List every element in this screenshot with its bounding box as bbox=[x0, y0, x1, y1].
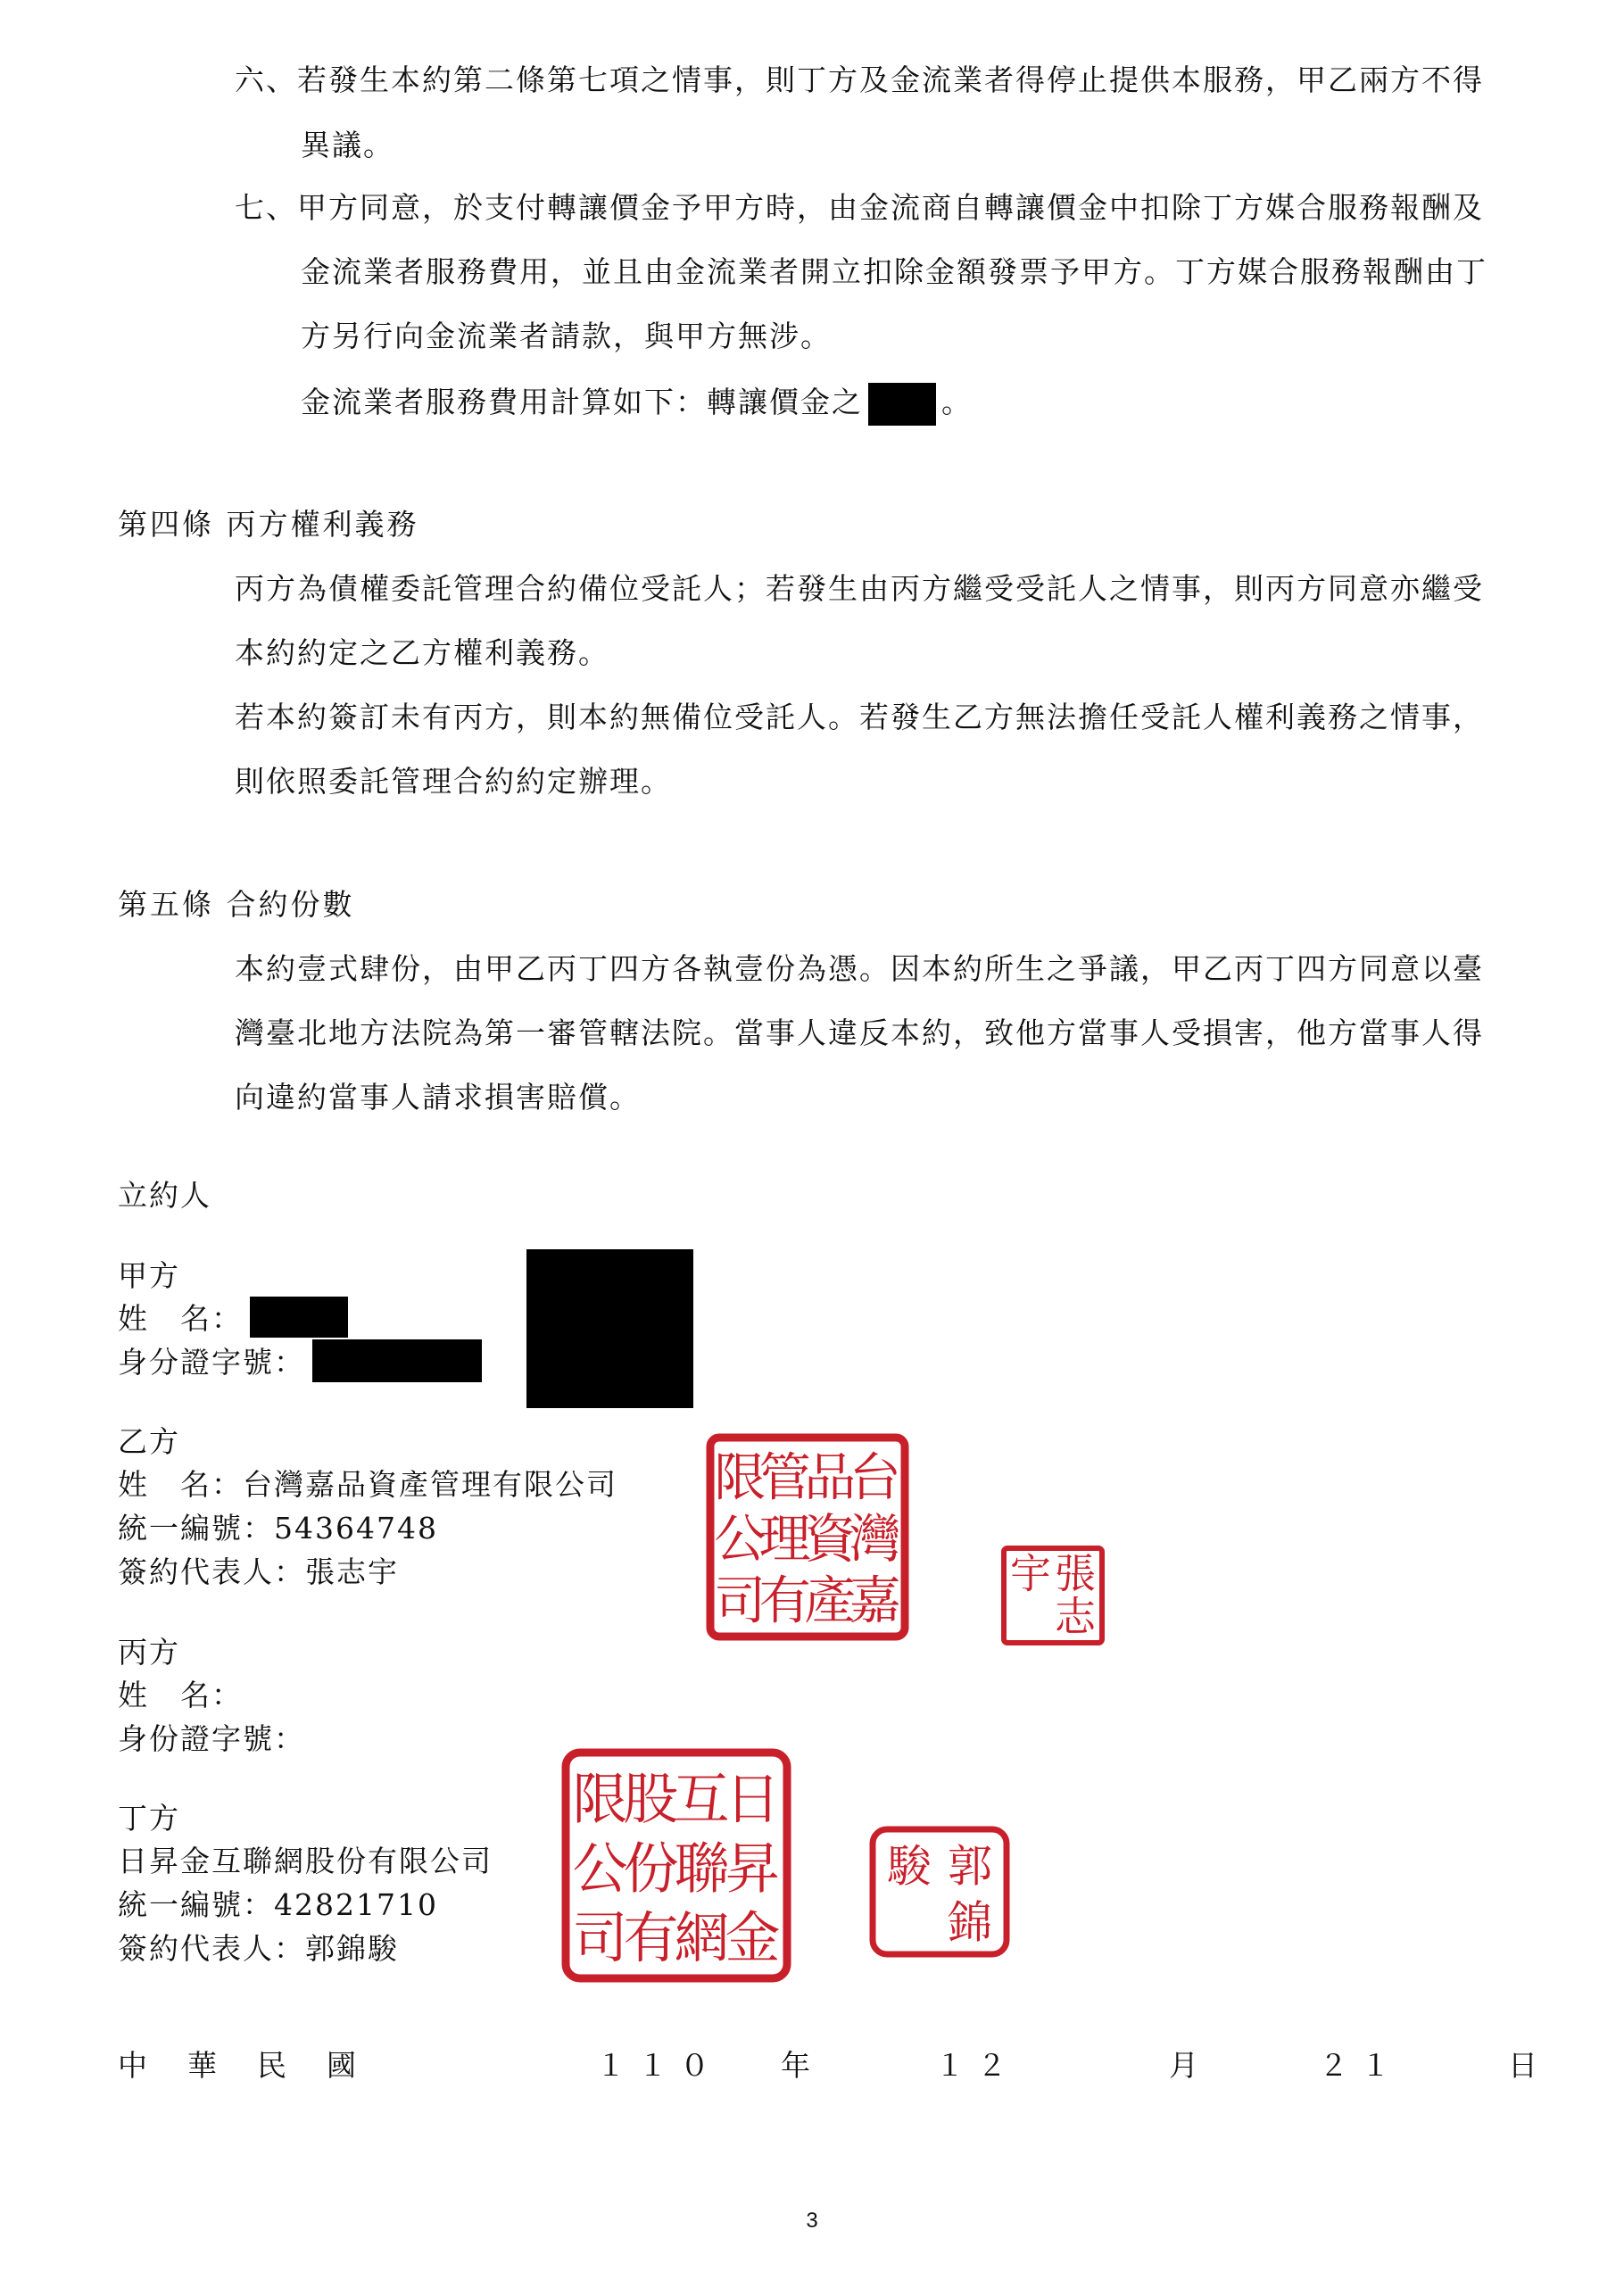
seal-glyph: 網 bbox=[674, 1905, 730, 1971]
date-year-unit: 年 bbox=[781, 2048, 810, 2083]
seal-glyph: 公 bbox=[714, 1508, 766, 1570]
clause5-line2: 灣臺北地方法院為第一審管轄法院。當事人違反本約，致他方當事人受損害，他方當事人得 bbox=[235, 1015, 1484, 1050]
seal-glyph: 宇 bbox=[1010, 1549, 1051, 1598]
clause4-p2-line2: 則依照委託管理合約約定辦理。 bbox=[235, 764, 672, 799]
fee-text-prefix: 金流業者服務費用計算如下：轉讓價金之 bbox=[301, 385, 863, 419]
date-month: １２ bbox=[935, 2048, 1019, 2083]
seal-glyph: 張 bbox=[1055, 1549, 1096, 1598]
clause5-heading: 第五條 合約份數 bbox=[118, 887, 355, 922]
party-b-name: 姓 名：台灣嘉品資產管理有限公司 bbox=[118, 1467, 617, 1502]
seal-glyph: 駿 bbox=[887, 1840, 932, 1893]
seal-glyph: 限 bbox=[714, 1446, 766, 1508]
party-a-name-redaction bbox=[250, 1297, 348, 1338]
seal-glyph: 昇 bbox=[725, 1836, 781, 1902]
party-d-tax-id: 統一編號：42821710 bbox=[118, 1887, 438, 1922]
party-d-company-seal bbox=[560, 1747, 792, 1984]
clause3-item7-line4 bbox=[301, 383, 973, 426]
party-b-label: 乙方 bbox=[118, 1424, 180, 1459]
clause3-item6-line2: 異議。 bbox=[301, 128, 394, 162]
clause3-item7-line3: 方另行向金流業者請款，與甲方無涉。 bbox=[301, 319, 832, 353]
seal-glyph: 品 bbox=[804, 1446, 857, 1508]
party-d-company: 日昇金互聯網股份有限公司 bbox=[118, 1844, 493, 1878]
date-month-unit: 月 bbox=[1169, 2048, 1198, 2083]
party-c-id-label: 身份證字號： bbox=[118, 1721, 305, 1756]
clause3-item7-line1: 七、甲方同意，於支付轉讓價金予甲方時，由金流商自轉讓價金中扣除丁方媒合服務報酬及 bbox=[235, 190, 1484, 225]
fee-redaction bbox=[868, 383, 936, 426]
seal-glyph: 互 bbox=[674, 1766, 730, 1832]
date-era: 中 華 民 國 bbox=[118, 2048, 361, 2083]
date-day-unit: 日 bbox=[1508, 2048, 1537, 2083]
party-d-label: 丁方 bbox=[118, 1801, 180, 1836]
seal-glyph: 嘉 bbox=[849, 1570, 901, 1631]
seal-glyph: 志 bbox=[1055, 1592, 1096, 1641]
clause5-line3: 向違約當事人請求損害賠償。 bbox=[235, 1080, 641, 1115]
party-d-rep-seal bbox=[868, 1825, 1011, 1959]
party-b-representative: 簽約代表人：張志宇 bbox=[118, 1554, 399, 1589]
clause3-item6-line1: 六、若發生本約第二條第七項之情事，則丁方及金流業者得停止提供本服務，甲乙兩方不得 bbox=[235, 62, 1484, 97]
seal-glyph: 限 bbox=[572, 1766, 628, 1832]
party-c-name-label: 姓 名： bbox=[118, 1678, 243, 1712]
seal-glyph: 有 bbox=[623, 1905, 679, 1971]
seal-glyph: 灣 bbox=[849, 1508, 901, 1570]
party-a-id-label: 身分證字號： bbox=[118, 1345, 305, 1380]
date-day: ２１ bbox=[1319, 2048, 1403, 2083]
seal-glyph: 份 bbox=[623, 1836, 679, 1902]
party-d-representative: 簽約代表人：郭錦駿 bbox=[118, 1931, 399, 1966]
seal-glyph: 產 bbox=[804, 1570, 857, 1631]
clause4-p1-line1: 丙方為債權委託管理合約備位受託人；若發生由丙方繼受受託人之情事，則丙方同意亦繼受 bbox=[235, 571, 1484, 606]
party-c-label: 丙方 bbox=[118, 1635, 180, 1670]
party-b-rep-seal bbox=[999, 1544, 1106, 1647]
seal-glyph: 郭 bbox=[948, 1840, 992, 1893]
seal-glyph: 有 bbox=[758, 1570, 811, 1631]
seal-glyph: 理 bbox=[758, 1508, 811, 1570]
clause4-p2-line1: 若本約簽訂未有丙方，則本約無備位受託人。若發生乙方無法擔任受託人權利義務之情事， bbox=[235, 700, 1484, 734]
seal-glyph: 公 bbox=[572, 1836, 628, 1902]
seal-glyph: 聯 bbox=[674, 1836, 730, 1902]
page-number: 3 bbox=[806, 2209, 818, 2233]
party-b-company-seal bbox=[705, 1432, 910, 1642]
party-b-tax-id: 統一編號：54364748 bbox=[118, 1511, 438, 1546]
seal-glyph: 金 bbox=[725, 1905, 781, 1971]
party-a-name-label: 姓 名： bbox=[118, 1301, 243, 1336]
seal-glyph: 司 bbox=[714, 1570, 766, 1631]
seal-glyph: 錦 bbox=[948, 1896, 992, 1949]
party-a-seal-redaction bbox=[526, 1249, 693, 1408]
party-a-id-redaction bbox=[312, 1339, 482, 1382]
clause5-line1: 本約壹式肆份，由甲乙丙丁四方各執壹份為憑。因本約所生之爭議，甲乙丙丁四方同意以臺 bbox=[235, 951, 1484, 986]
clause4-p1-line2: 本約約定之乙方權利義務。 bbox=[235, 635, 609, 670]
fee-text-suffix: 。 bbox=[941, 385, 973, 419]
seal-glyph: 台 bbox=[849, 1446, 901, 1508]
seal-glyph: 司 bbox=[572, 1905, 628, 1971]
clause3-item7-line2: 金流業者服務費用，並且由金流業者開立扣除金額發票予甲方。丁方媒合服務報酬由丁 bbox=[301, 254, 1487, 289]
seal-glyph: 日 bbox=[725, 1766, 781, 1832]
party-a-label: 甲方 bbox=[118, 1258, 180, 1293]
seal-glyph: 資 bbox=[804, 1508, 857, 1570]
date-year: １１０ bbox=[596, 2048, 722, 2083]
seal-glyph: 股 bbox=[623, 1766, 679, 1832]
seal-glyph: 管 bbox=[758, 1446, 811, 1508]
signatories-title: 立約人 bbox=[118, 1178, 211, 1213]
clause4-heading: 第四條 丙方權利義務 bbox=[118, 507, 419, 542]
